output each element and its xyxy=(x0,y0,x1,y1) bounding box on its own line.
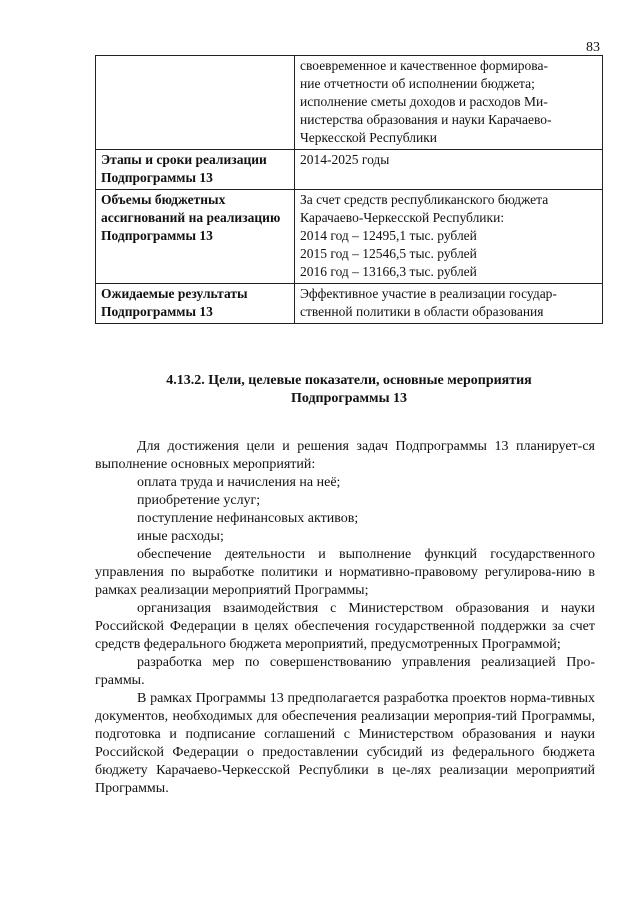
table-value-line: 2015 год – 12546,5 тыс. рублей xyxy=(300,246,477,261)
body-text xyxy=(95,438,595,798)
paragraph: разработка мер по совершенствованию управления реализацией Про-граммы. xyxy=(95,655,595,688)
table-value-line: нистерства образования и науки Карачаево- xyxy=(300,112,552,127)
table-row xyxy=(96,56,603,150)
paragraph: В рамках Программы 13 предполагается разработка проектов норма-тивных документов, необходимых для обеспечения реализации мероприя-тий Программы, подготовка и подписание соглашений с Министерством образования и науки Российской Федерации о предоставлении субсидий из федерального бюджета бюджету Карачаево-Черкесской Республики в це-лях реализации мероприятий Программы. xyxy=(95,691,595,796)
paragraph: обеспечение деятельности и выполнение функций государственного управления по выработке политики и нормативно-правовому регулирова-нию в рамках реализации мероприятий Программы; xyxy=(95,547,595,598)
list-item: иные расходы; xyxy=(137,529,224,544)
intro-paragraph: Для достижения цели и решения задач Подпрограммы 13 планирует-ся выполнение основных мероприятий: xyxy=(95,439,595,472)
section-title xyxy=(95,372,603,408)
paragraph: организация взаимодействия с Министерством образования и науки Российской Федерации в целях обеспечения государственной поддержки за счет средств федерального бюджета мероприятий, предусмотренных Программой; xyxy=(95,601,595,652)
list-item: поступление нефинансовых активов; xyxy=(137,511,359,526)
table-row xyxy=(96,150,603,190)
table-value-cell xyxy=(295,190,603,284)
table-label-cell xyxy=(96,56,295,150)
table-row xyxy=(96,284,603,324)
section-title-line: 4.13.2. Цели, целевые показатели, основные мероприятия xyxy=(166,373,532,388)
table-label-cell: Этапы и сроки реализации Подпрограммы 13 xyxy=(96,150,295,190)
table-value-line: ственной политики в области образования xyxy=(300,304,544,319)
table-label-cell: Ожидаемые результаты Подпрограммы 13 xyxy=(96,284,295,324)
page-number: 83 xyxy=(586,40,600,55)
table-value-line: 2014 год – 12495,1 тыс. рублей xyxy=(300,228,477,243)
table-value-cell xyxy=(295,284,603,324)
list-item: приобретение услуг; xyxy=(137,493,261,508)
table-label-cell: Объемы бюджетных ассигнований на реализацию Подпрограммы 13 xyxy=(96,190,295,284)
table-value-line: За счет средств республиканского бюджета xyxy=(300,192,549,207)
table-value-cell xyxy=(295,150,603,190)
table-value-line: 2014-2025 годы xyxy=(300,152,390,167)
table-value-line: Черкесской Республики xyxy=(300,130,437,145)
table-row xyxy=(96,190,603,284)
table-value-line: 2016 год – 13166,3 тыс. рублей xyxy=(300,264,477,279)
section-title-line: Подпрограммы 13 xyxy=(290,391,408,406)
list-item: оплата труда и начисления на неё; xyxy=(137,475,341,490)
table-value-line: Эффективное участие в реализации государ- xyxy=(300,286,557,301)
table-value-line: ние отчетности об исполнении бюджета; xyxy=(300,76,535,91)
table-value-cell xyxy=(295,56,603,150)
table-value-line: Карачаево-Черкесской Республики: xyxy=(300,210,505,225)
table-value-line: исполнение сметы доходов и расходов Ми- xyxy=(300,94,548,109)
table-value-line: своевременное и качественное формирова- xyxy=(300,58,548,73)
passport-table xyxy=(95,55,603,324)
